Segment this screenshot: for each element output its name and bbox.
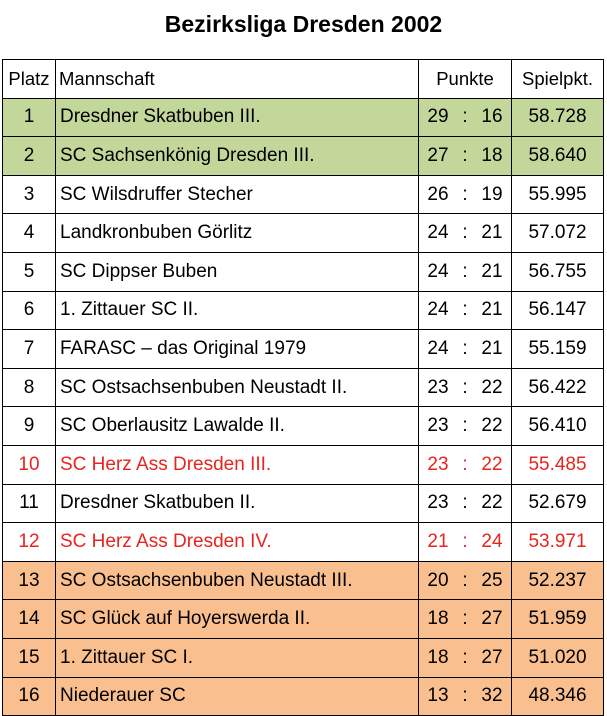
team-cell: SC Glück auf Hoyerswerda II. — [56, 600, 419, 639]
table-row — [3, 484, 604, 523]
points-cell — [419, 484, 512, 523]
points-minus: 25 — [481, 569, 503, 591]
points-plus: 18 — [427, 646, 449, 668]
table-row — [3, 561, 604, 600]
team-cell: FARASC – das Original 1979 — [56, 330, 419, 369]
points-cell — [419, 98, 512, 137]
table-row — [3, 214, 604, 253]
points-plus: 24 — [427, 222, 449, 244]
team-cell: Landkronbuben Görlitz — [56, 214, 419, 253]
rank-cell: 9 — [3, 407, 56, 446]
rank-cell: 13 — [3, 561, 56, 600]
header-platz: Platz — [3, 60, 56, 99]
table-row — [3, 291, 604, 330]
game-points-cell: 52.237 — [512, 561, 604, 600]
game-points-cell: 51.959 — [512, 600, 604, 639]
points-cell — [419, 137, 512, 176]
points-minus: 22 — [481, 415, 503, 437]
team-cell: Dresdner Skatbuben III. — [56, 98, 419, 137]
points-plus: 21 — [427, 530, 449, 552]
points-cell — [419, 330, 512, 369]
points-plus: 24 — [427, 299, 449, 321]
points-cell — [419, 214, 512, 253]
points-minus: 21 — [481, 222, 503, 244]
rank-cell: 4 — [3, 214, 56, 253]
table-row — [3, 368, 604, 407]
points-cell — [419, 445, 512, 484]
points-minus: 27 — [481, 646, 503, 668]
points-plus: 18 — [427, 608, 449, 630]
points-minus: 21 — [481, 299, 503, 321]
points-separator: : — [462, 337, 468, 359]
table-row — [3, 523, 604, 562]
team-cell: 1. Zittauer SC I. — [56, 638, 419, 677]
team-cell: SC Ostsachsenbuben Neustadt II. — [56, 368, 419, 407]
points-cell — [419, 638, 512, 677]
points-cell — [419, 561, 512, 600]
header-punkte: Punkte — [419, 60, 512, 99]
points-minus: 22 — [481, 453, 503, 475]
rank-cell: 2 — [3, 137, 56, 176]
rank-cell: 8 — [3, 368, 56, 407]
team-cell: SC Dippser Buben — [56, 252, 419, 291]
rank-cell: 7 — [3, 330, 56, 369]
standings-table — [2, 59, 604, 716]
game-points-cell: 55.995 — [512, 175, 604, 214]
game-points-cell: 58.728 — [512, 98, 604, 137]
points-plus: 26 — [427, 183, 449, 205]
rank-cell: 6 — [3, 291, 56, 330]
rank-cell: 3 — [3, 175, 56, 214]
points-cell — [419, 291, 512, 330]
team-cell: SC Wilsdruffer Stecher — [56, 175, 419, 214]
page-title: Bezirksliga Dresden 2002 — [164, 11, 443, 37]
team-cell: Dresdner Skatbuben II. — [56, 484, 419, 523]
game-points-cell: 52.679 — [512, 484, 604, 523]
points-plus: 13 — [427, 685, 449, 707]
game-points-cell: 56.422 — [512, 368, 604, 407]
points-minus: 32 — [481, 685, 503, 707]
points-plus: 20 — [427, 569, 449, 591]
table-row — [3, 330, 604, 369]
points-cell — [419, 600, 512, 639]
points-plus: 23 — [427, 415, 449, 437]
points-plus: 27 — [427, 144, 449, 166]
points-separator: : — [462, 222, 468, 244]
standings-body — [3, 98, 604, 716]
header-team: Mannschaft — [56, 60, 419, 99]
points-separator: : — [462, 646, 468, 668]
team-cell: SC Herz Ass Dresden IV. — [56, 523, 419, 562]
game-points-cell: 48.346 — [512, 677, 604, 716]
table-row — [3, 600, 604, 639]
game-points-cell: 56.410 — [512, 407, 604, 446]
rank-cell: 11 — [3, 484, 56, 523]
points-cell — [419, 252, 512, 291]
points-separator: : — [462, 530, 468, 552]
points-minus: 24 — [481, 530, 503, 552]
rank-cell: 1 — [3, 98, 56, 137]
table-row — [3, 445, 604, 484]
game-points-cell: 55.485 — [512, 445, 604, 484]
rank-cell: 14 — [3, 600, 56, 639]
team-cell: SC Sachsenkönig Dresden III. — [56, 137, 419, 176]
table-row — [3, 137, 604, 176]
points-separator: : — [462, 492, 468, 514]
game-points-cell: 53.971 — [512, 523, 604, 562]
points-minus: 22 — [481, 376, 503, 398]
points-cell — [419, 368, 512, 407]
team-cell: SC Ostsachsenbuben Neustadt III. — [56, 561, 419, 600]
points-minus: 27 — [481, 608, 503, 630]
points-plus: 23 — [427, 376, 449, 398]
table-row — [3, 407, 604, 446]
game-points-cell: 55.159 — [512, 330, 604, 369]
points-cell — [419, 523, 512, 562]
points-separator: : — [462, 299, 468, 321]
team-cell: 1. Zittauer SC II. — [56, 291, 419, 330]
points-separator: : — [462, 376, 468, 398]
header-row — [3, 60, 604, 99]
points-minus: 18 — [481, 144, 503, 166]
table-row — [3, 98, 604, 137]
game-points-cell: 57.072 — [512, 214, 604, 253]
game-points-cell: 56.147 — [512, 291, 604, 330]
rank-cell: 15 — [3, 638, 56, 677]
points-separator: : — [462, 685, 468, 707]
header-spielpunkte: Spielpkt. — [512, 60, 604, 99]
rank-cell: 16 — [3, 677, 56, 716]
table-row — [3, 677, 604, 716]
game-points-cell: 58.640 — [512, 137, 604, 176]
points-plus: 23 — [427, 453, 449, 475]
table-row — [3, 252, 604, 291]
team-cell: SC Herz Ass Dresden III. — [56, 445, 419, 484]
points-plus: 29 — [427, 106, 449, 128]
points-minus: 21 — [481, 337, 503, 359]
table-row — [3, 175, 604, 214]
points-minus: 16 — [481, 106, 503, 128]
game-points-cell: 51.020 — [512, 638, 604, 677]
points-plus: 24 — [427, 260, 449, 282]
points-minus: 22 — [481, 492, 503, 514]
rank-cell: 5 — [3, 252, 56, 291]
points-plus: 23 — [427, 492, 449, 514]
points-separator: : — [462, 144, 468, 166]
points-separator: : — [462, 608, 468, 630]
rank-cell: 10 — [3, 445, 56, 484]
points-separator: : — [462, 453, 468, 475]
rank-cell: 12 — [3, 523, 56, 562]
points-separator: : — [462, 569, 468, 591]
points-cell — [419, 677, 512, 716]
points-cell — [419, 407, 512, 446]
points-minus: 21 — [481, 260, 503, 282]
table-row — [3, 638, 604, 677]
points-separator: : — [462, 106, 468, 128]
game-points-cell: 56.755 — [512, 252, 604, 291]
points-separator: : — [462, 260, 468, 282]
points-separator: : — [462, 415, 468, 437]
team-cell: SC Oberlausitz Lawalde II. — [56, 407, 419, 446]
points-separator: : — [462, 183, 468, 205]
points-cell — [419, 175, 512, 214]
team-cell: Niederauer SC — [56, 677, 419, 716]
points-plus: 24 — [427, 337, 449, 359]
points-minus: 19 — [481, 183, 503, 205]
